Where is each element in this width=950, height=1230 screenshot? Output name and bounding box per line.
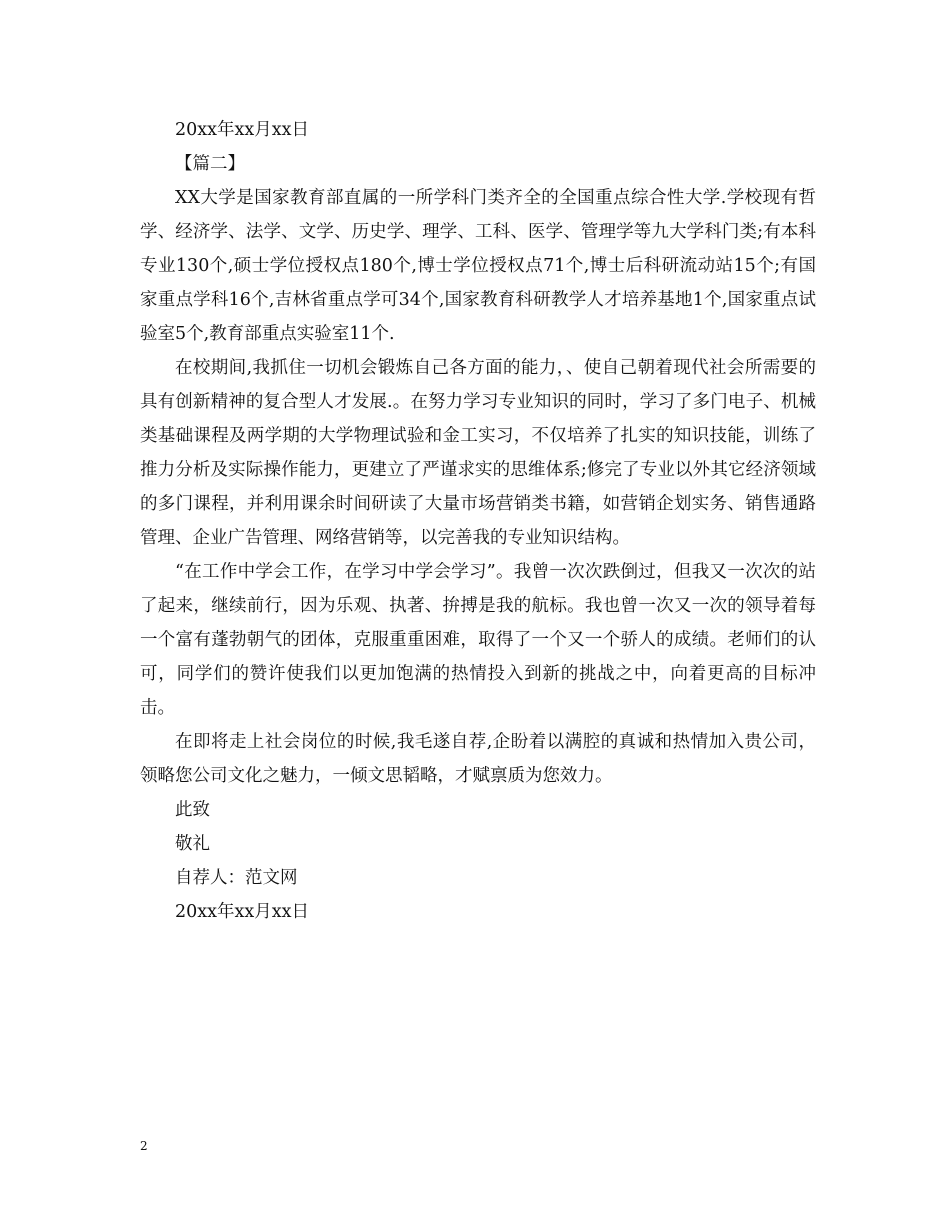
date-bottom: 20xx年xx月xx日 (175, 902, 309, 922)
closing-regards: 敬礼 (175, 834, 210, 854)
document-body (140, 113, 816, 929)
signature: 自荐人：范文网 (175, 868, 298, 888)
section-heading: 【篇二】 (175, 154, 245, 174)
page-number: 2 (140, 1139, 148, 1153)
paragraph-university-intro: XX大学是国家教育部直属的一所学科门类齐全的全国重点综合性大学.学校现有哲学、经济学、法学、文学、历史学、理学、工科、医学、管理学等九大学科门类;有本科专业130个,硕士学位授权点180个,博士学位授权点71个,博士后科研流动站15个;有国家重点学科16个,吉林省重点学可34个,国家教育科研教学人才培养基地1个,国家重点试验室5个,教育部重点实验室11个. (140, 188, 816, 344)
date-top: 20xx年xx月xx日 (175, 120, 309, 140)
closing-salutation: 此致 (175, 800, 210, 820)
paragraph-self-recommendation: 在即将走上社会岗位的时候,我毛遂自荐,企盼着以满腔的真诚和热情加入贵公司，领略您公司文化之魅力，一倾文思韬略，才赋禀质为您效力。 (140, 732, 816, 786)
paragraph-school-period: 在校期间,我抓住一切机会锻炼自己各方面的能力，、使自己朝着现代社会所需要的具有创新精神的复合型人才发展.。在努力学习专业知识的同时，学习了多门电子、机械类基础课程及两学期的大学物理试验和金工实习，不仅培养了扎实的知识技能，训练了推力分析及实际操作能力，更建立了严谨求实的思维体系;修完了专业以外其它经济领域的多门课程，并利用课余时间研读了大量市场营销类书籍，如营销企划实务、销售通路管理、企业广告管理、网络营销等，以完善我的专业知识结构。 (140, 358, 816, 548)
paragraph-work-learn: “在工作中学会工作，在学习中学会学习”。我曾一次次跌倒过，但我又一次次的站了起来，继续前行，因为乐观、执著、拚搏是我的航标。我也曾一次又一次的领导着每一个富有蓬勃朝气的团体，克服重重困难，取得了一个又一个骄人的成绩。老师们的认可，同学们的赞许使我们以更加饱满的热情投入到新的挑战之中，向着更高的目标冲击。 (140, 562, 816, 718)
